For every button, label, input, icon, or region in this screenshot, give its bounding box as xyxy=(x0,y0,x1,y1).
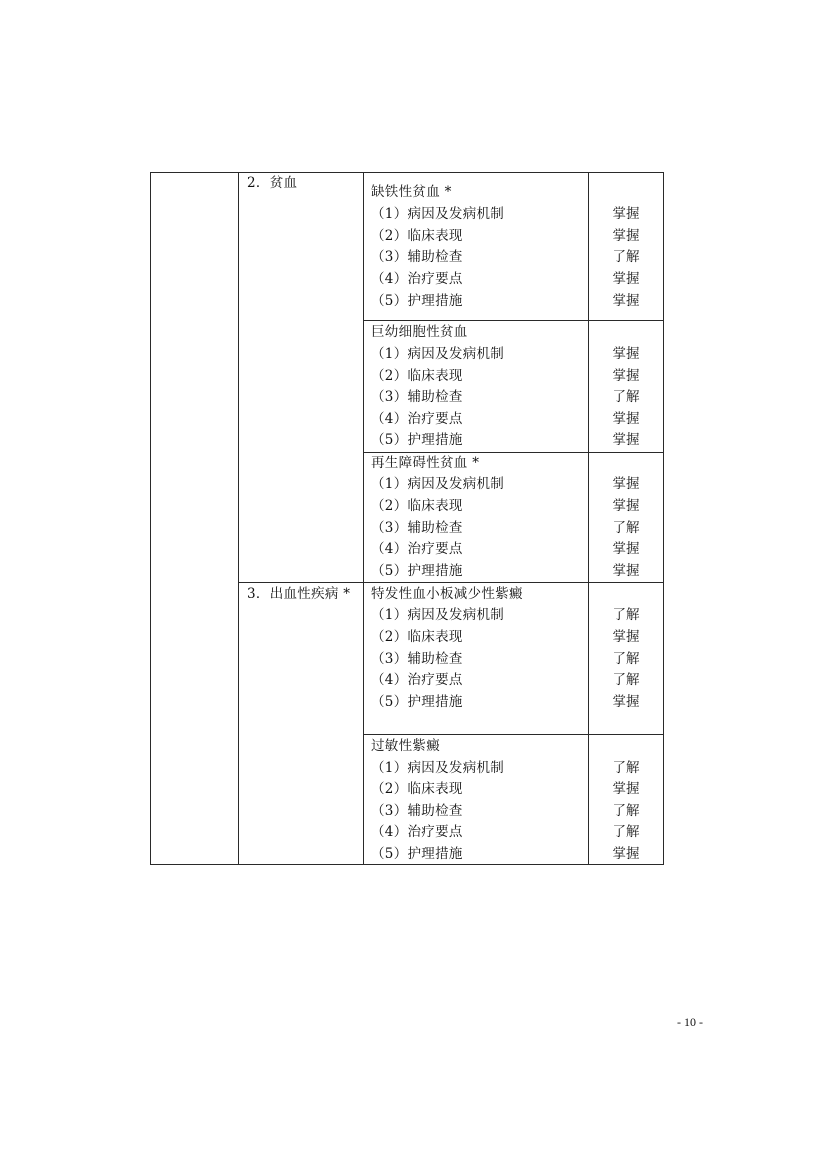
item-level: 掌握 xyxy=(612,846,640,862)
item-level: 掌握 xyxy=(612,694,640,710)
item-level: 掌握 xyxy=(612,228,640,244)
item-level: 了解 xyxy=(612,803,640,819)
item-level: 掌握 xyxy=(612,368,640,384)
item-text: （5）护理措施 xyxy=(371,846,463,862)
item-text: （3）辅助检查 xyxy=(371,651,463,667)
item-text: （4）治疗要点 xyxy=(371,271,463,287)
item-text: （2）临床表现 xyxy=(371,781,463,797)
row-divider xyxy=(363,734,664,735)
item-level: 了解 xyxy=(612,672,640,688)
topic-label: 2．贫血 xyxy=(247,175,298,191)
item-text: （5）护理措施 xyxy=(371,293,463,309)
item-level: 掌握 xyxy=(612,563,640,579)
item-text: （1）病因及发病机制 xyxy=(371,346,505,362)
row-divider xyxy=(363,452,664,453)
item-text: （5）护理措施 xyxy=(371,694,463,710)
section-title: 过敏性紫癜 xyxy=(371,738,440,754)
section-title: 特发性血小板减少性紫癜 xyxy=(371,586,523,602)
item-level: 了解 xyxy=(612,651,640,667)
item-level: 了解 xyxy=(612,824,640,840)
topic-label: 3．出血性疾病 * xyxy=(247,586,351,602)
item-level: 掌握 xyxy=(612,411,640,427)
item-level: 掌握 xyxy=(612,541,640,557)
item-text: （2）临床表现 xyxy=(371,228,463,244)
item-text: （4）治疗要点 xyxy=(371,541,463,557)
item-text: （2）临床表现 xyxy=(371,629,463,645)
section-title: 缺铁性贫血 * xyxy=(371,184,452,200)
table-divider-1 xyxy=(238,172,239,865)
row-divider xyxy=(238,582,664,583)
item-level: 掌握 xyxy=(612,293,640,309)
item-level: 了解 xyxy=(612,389,640,405)
item-text: （3）辅助检查 xyxy=(371,803,463,819)
item-text: （3）辅助检查 xyxy=(371,520,463,536)
item-level: 掌握 xyxy=(612,346,640,362)
table-divider-2 xyxy=(363,172,364,865)
item-level: 了解 xyxy=(612,520,640,536)
row-divider xyxy=(363,320,664,321)
item-text: （1）病因及发病机制 xyxy=(371,760,505,776)
item-level: 了解 xyxy=(612,607,640,623)
item-text: （5）护理措施 xyxy=(371,563,463,579)
item-level: 掌握 xyxy=(612,498,640,514)
table-border-right xyxy=(663,172,664,865)
item-level: 掌握 xyxy=(612,476,640,492)
section-title: 再生障碍性贫血 * xyxy=(371,455,480,471)
item-text: （1）病因及发病机制 xyxy=(371,476,505,492)
item-text: （1）病因及发病机制 xyxy=(371,206,505,222)
item-level: 掌握 xyxy=(612,781,640,797)
page-number: - 10 - xyxy=(677,1015,703,1029)
table-border-bottom xyxy=(150,864,664,865)
item-text: （3）辅助检查 xyxy=(371,389,463,405)
item-level: 了解 xyxy=(612,249,640,265)
item-text: （1）病因及发病机制 xyxy=(371,607,505,623)
table-border-top xyxy=(150,172,664,173)
item-text: （5）护理措施 xyxy=(371,432,463,448)
table-border-left xyxy=(150,172,151,865)
item-text: （4）治疗要点 xyxy=(371,672,463,688)
item-text: （4）治疗要点 xyxy=(371,411,463,427)
item-text: （3）辅助检查 xyxy=(371,249,463,265)
item-text: （2）临床表现 xyxy=(371,368,463,384)
item-text: （4）治疗要点 xyxy=(371,824,463,840)
item-level: 了解 xyxy=(612,760,640,776)
item-level: 掌握 xyxy=(612,271,640,287)
item-level: 掌握 xyxy=(612,432,640,448)
item-text: （2）临床表现 xyxy=(371,498,463,514)
item-level: 掌握 xyxy=(612,206,640,222)
section-title: 巨幼细胞性贫血 xyxy=(371,324,468,340)
item-level: 掌握 xyxy=(612,629,640,645)
